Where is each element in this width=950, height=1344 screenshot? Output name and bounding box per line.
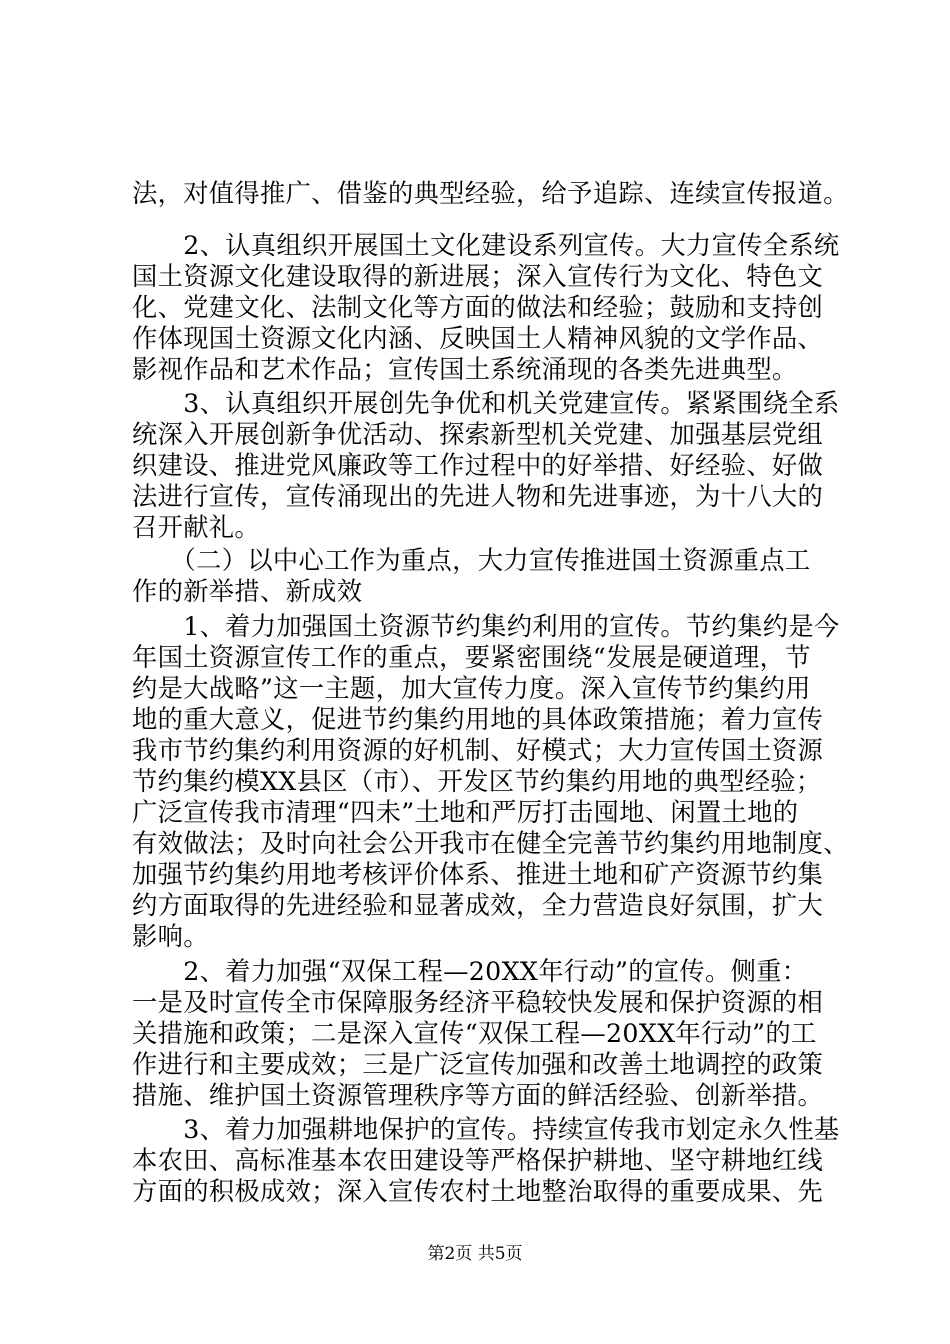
text-line: 关措施和政策；二是深入宣传“双保工程—20XX年行动”的工 [132, 1019, 817, 1048]
text-line: 节约集约模XX县区（市）、开发区节约集约用地的典型经验； [132, 767, 822, 796]
text-line: 作体现国土资源文化内涵、反映国土人精神风貌的文学作品、 [132, 324, 824, 354]
text-line: 化、党建文化、法制文化等方面的做法和经验；鼓励和支持创 [132, 293, 824, 323]
text-line: 3、认真组织开展创先争优和机关党建宣传。紧紧围绕全系 [132, 389, 840, 418]
text-line: 3、着力加强耕地保护的宣传。持续宣传我市划定永久性基 [132, 1114, 840, 1144]
page-footer: 第2页 共5页 [427, 1244, 523, 1264]
text-line: 我市节约集约利用资源的好机制、好模式；大力宣传国土资源 [132, 736, 824, 765]
text-line: 方面的积极成效；深入宣传农村土地整治取得的重要成果、先 [132, 1177, 824, 1206]
text-line: 一是及时宣传全市保障服务经济平稳较快发展和保护资源的相 [132, 988, 824, 1017]
text-line: 约方面取得的先进经验和显著成效，全力营造良好氛围，扩大 [132, 891, 824, 921]
text-line: 1、着力加强国土资源节约集约利用的宣传。节约集约是今 [132, 611, 840, 641]
text-line: 织建设、推进党风廉政等工作过程中的好举措、好经验、好做 [132, 451, 824, 481]
section-heading: 作的新举措、新成效 [132, 577, 363, 607]
text-line: 作进行和主要成效；三是广泛宣传加强和改善土地调控的政策 [132, 1050, 824, 1080]
text-line: 召开献礼。 [132, 513, 260, 543]
text-line: 有效做法；及时向社会公开我市在健全完善节约集约用地制度、 [132, 829, 849, 859]
text-line: 2、着力加强“双保工程—20XX年行动”的宣传。侧重： [132, 956, 808, 986]
section-heading: （二）以中心工作为重点，大力宣传推进国土资源重点工 [132, 546, 811, 576]
text-line: 影视作品和艺术作品；宣传国土系统涌现的各类先进典型。 [132, 355, 798, 385]
text-line: 措施、维护国土资源管理秩序等方面的鲜活经验、创新举措。 [132, 1081, 824, 1111]
text-line: 法，对值得推广、借鉴的典型经验，给予追踪、连续宣传报道。 [132, 179, 849, 208]
text-line: 法进行宣传，宣传涌现出的先进人物和先进事迹，为十八大的 [132, 482, 824, 512]
text-line: 年国土资源宣传工作的重点，要紧密围绕“发展是硬道理，节 [132, 642, 811, 672]
text-line: 约是大战略”这一主题，加大宣传力度。深入宣传节约集约用 [132, 673, 811, 703]
text-line: 影响。 [132, 922, 209, 952]
text-line: 国土资源文化建设取得的新进展；深入宣传行为文化、特色文 [132, 262, 824, 292]
text-line: 2、认真组织开展国土文化建设系列宣传。大力宣传全系统 [132, 231, 840, 260]
text-line: 统深入开展创新争优活动、探索新型机关党建、加强基层党组 [132, 420, 824, 450]
text-line: 广泛宣传我市清理“四未”土地和严厉打击囤地、闲置土地的 [132, 798, 799, 828]
text-line: 本农田、高标准基本农田建设等严格保护耕地、坚守耕地红线 [132, 1146, 824, 1175]
text-line: 加强节约集约用地考核评价体系、推进土地和矿产资源节约集 [132, 860, 824, 890]
text-line: 地的重大意义，促进节约集约用地的具体政策措施；着力宣传 [132, 704, 824, 734]
